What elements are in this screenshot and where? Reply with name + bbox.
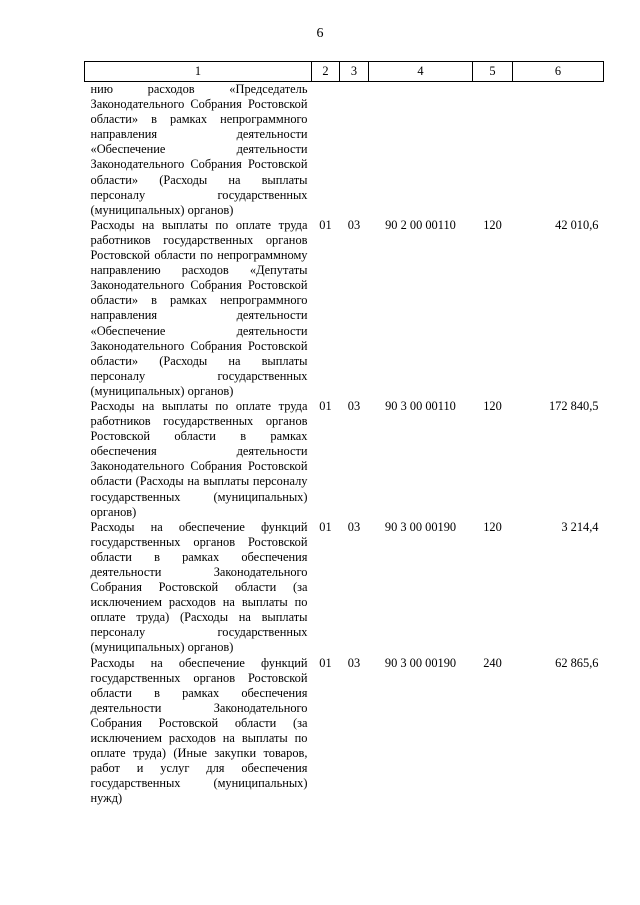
table-row (85, 520, 604, 656)
row-target-article: 90 3 00 00110 (385, 398, 456, 413)
row-amount: 3 214,4 (561, 519, 599, 534)
row-expense-type: 240 (483, 655, 502, 670)
column-header: 5 (473, 62, 513, 82)
row-subsection: 03 (347, 398, 361, 413)
table-header-row (85, 62, 604, 82)
row-expense-type: 120 (483, 519, 502, 534)
row-target-article (369, 82, 473, 218)
row-section: 01 (319, 217, 332, 232)
row-description: Расходы на выплаты по оплате труда работников государственных органов Ростовской области в рамках обеспечения деятельности Законодательного Собрания Ростовской области (Расходы на выплаты персоналу государственных (муниципальных) органов) (90, 398, 308, 519)
column-header: 6 (513, 62, 604, 82)
row-amount (513, 82, 604, 218)
row-amount: 172 840,5 (548, 398, 599, 413)
row-subsection: 03 (347, 655, 361, 670)
row-section: 01 (319, 398, 332, 413)
row-target-article: 90 2 00 00110 (385, 217, 456, 232)
row-description: Расходы на выплаты по оплате труда работников государственных органов Ростовской области по непрограммному направлению расходов «Депутаты Законодательного Собрания Ростовской области» в рамках непрограммного направления деятельности «Обеспечение деятельности Законодательного Собрания Ростовской области» (Расходы на выплаты персоналу государственных (муниципальных) органов) (90, 217, 308, 398)
row-target-article: 90 3 00 00190 (384, 655, 457, 670)
row-section: 01 (319, 519, 332, 534)
table-row (85, 656, 604, 807)
column-header: 2 (312, 62, 340, 82)
row-target-article: 90 3 00 00190 (384, 519, 457, 534)
row-description: нию расходов «Председатель Законодательного Собрания Ростовской области» в рамках непрограммного направления деятельности «Обеспечение деятельности Законодательного Собрания Ростовской области» (Расходы на выплаты персоналу государственных (муниципальных) органов) (90, 82, 308, 217)
column-header: 1 (85, 62, 312, 82)
table-row (85, 82, 604, 218)
table-row (85, 218, 604, 399)
budget-table (84, 61, 604, 807)
row-amount: 42 010,6 (555, 217, 599, 232)
row-subsection: 03 (347, 519, 361, 534)
column-header: 3 (340, 62, 369, 82)
row-expense-type: 120 (483, 217, 502, 232)
table-row (85, 399, 604, 520)
row-expense-type (473, 82, 513, 218)
row-section (312, 82, 340, 218)
row-subsection (340, 82, 369, 218)
row-subsection: 03 (347, 217, 361, 232)
row-amount: 62 865,6 (555, 655, 599, 670)
page-number: 6 (316, 26, 324, 41)
row-description: Расходы на обеспечение функций государственных органов Ростовской области в рамках обеспечения деятельности Законодательного Собрания Ростовской области (за исключением расходов на выплаты по оплате труда) (Расходы на выплаты персоналу государственных (муниципальных) органов) (90, 519, 308, 655)
row-description: Расходы на обеспечение функций государственных органов Ростовской области в рамках обеспечения деятельности Законодательного Собрания Ростовской области (за исключением расходов на выплаты по оплате труда) (Иные закупки товаров, работ и услуг для обеспечения государственных (муниципальных) нужд) (90, 655, 308, 806)
column-header: 4 (369, 62, 473, 82)
row-section: 01 (319, 655, 332, 670)
row-expense-type: 120 (483, 398, 502, 413)
